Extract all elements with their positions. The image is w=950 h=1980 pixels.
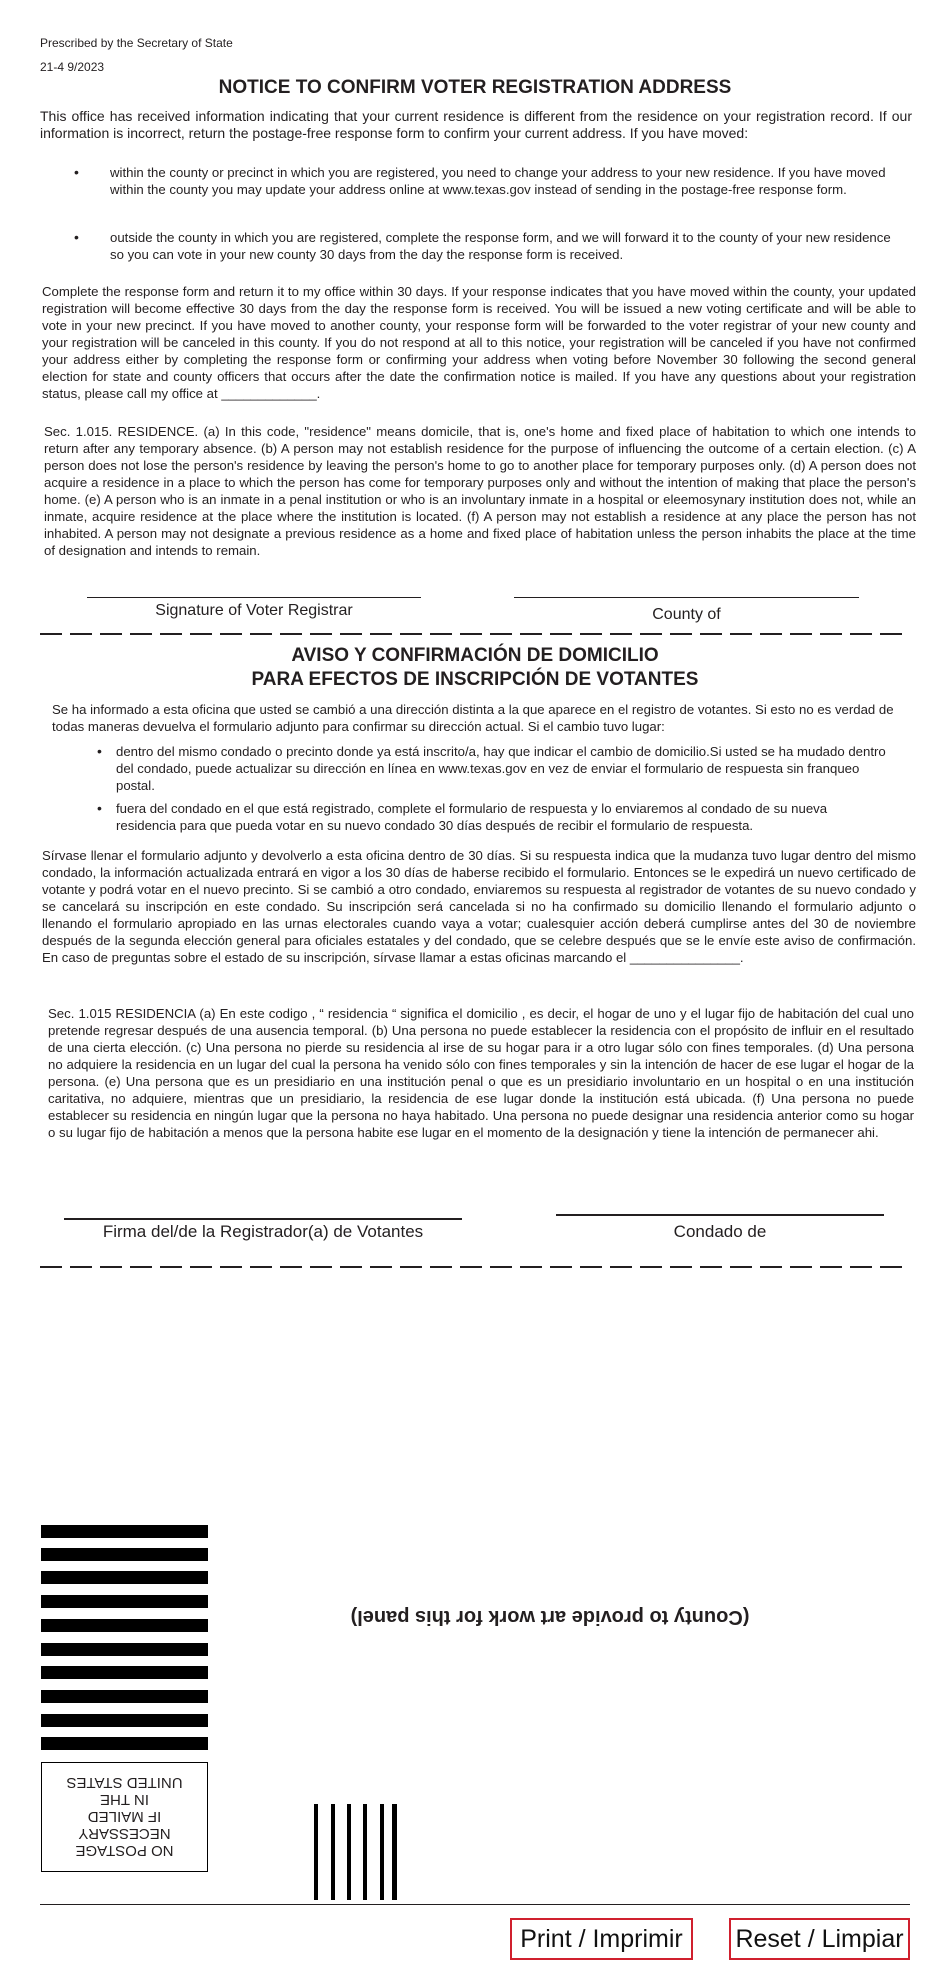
- english-intro: This office has received information indicating that your current residence is different from the residence on your registration record. If our information is incorrect, return the postage-free response form to confirm your current address. If you have moved:: [40, 108, 912, 141]
- fim-bar: [41, 1643, 208, 1656]
- english-statute: Sec. 1.015. RESIDENCE. (a) In this code, "residence" means domicile, that is, one's home and fixed place of habitation to which one intends to return after any temporary absence. (b) A person may not establish residence for the purpose of influencing the outcome of a certain election. (c) A person does not lose the person's residence by leaving the person's home to go to another place for temporary purposes only. (d) A person does not acquire a residence in a place to which the person has come for temporary purposes only and without the intention of making that place the person's home. (e) A person who is an inmate in a penal institution or who is an involuntary inmate in a hospital or eleemosynary institution does not, while an inmate, acquire residence at the place where the institution is located. (f) A person may not establish a residence at any place the person has not inhabited. A person may not designate a previous residence as a home and fixed place of habitation unless the person inhabits the place at the time of designation and intends to remain.: [44, 424, 916, 558]
- postage-line: NO POSTAGE: [75, 1842, 174, 1860]
- bottom-rule: [40, 1904, 910, 1905]
- fim-bar: [41, 1714, 208, 1727]
- fim-bar: [41, 1737, 208, 1750]
- fim-bar: [41, 1690, 208, 1703]
- english-paragraph: Complete the response form and return it to my office within 30 days. If your response indicates that you have moved within the county, your updated registration will become effective 30 days from the day the response form is received. You will be issued a new voting certificate and will be able to vote in your new precinct. If you have moved to another county, your response form will be forwarded to the voter registrar of your new county and your registration will be canceled in this county. If you do not respond at all to this notice, your registration will be canceled if you have not confirmed your address either by completing the response form or confirming your address when voting before November 30 following the second general election for state and county officers that occurs after the date the confirmation notice is mailed. If you have any questions about your registration status, please call my office at _____________.: [42, 284, 916, 401]
- spanish-paragraph: Sírvase llenar el formulario adjunto y devolverlo a esta oficina dentro de 30 días. Si su respuesta indica que la mudanza tuvo lugar dentro del mismo condado, la información actualizada entrará en vigor a los 30 días de haberse recibido el formulario. Entonces se le expedirá un nuevo certificado de votante y podrá votar en el nuevo precinto. Si se cambió a otro condado, enviaremos su respuesta al registrador de votantes de su nuevo condado y se cancelará su inscripción en este condado. Su inscripción será cancelada si no ha confirmado su domicilio llenando el formulario adjunto o llenando el formulario apropiado en las urnas electorales cuando vaya a votar; cualesquier acción deberá cumplirse antes del 30 de noviembre después de la segunda elección general para oficiales estatales y del condado, que se celebre después que se le envíe este aviso de confirmación. En caso de preguntas sobre el estado de su inscripción, sírvase llamar a estas oficinas marcando el _______________.: [42, 848, 916, 965]
- bullet-dot: •: [97, 800, 102, 816]
- fim-bar: [41, 1666, 208, 1679]
- county-line: [514, 597, 859, 598]
- barcode-gap: [318, 1804, 320, 1900]
- fim-bar: [41, 1525, 208, 1538]
- tear-line: [40, 1266, 910, 1268]
- fim-bar: [41, 1619, 208, 1632]
- postage-line: IF MAILED: [87, 1808, 162, 1826]
- no-postage-box: [41, 1762, 208, 1872]
- spanish-bullet-2: fuera del condado en el que está registrado, complete el formulario de respuesta y lo enviaremos al condado de su nueva residencia para que pueda votar en su nuevo condado 30 días después de recibir el formulario de respuesta.: [116, 801, 828, 833]
- english-title: NOTICE TO CONFIRM VOTER REGISTRATION ADDRESS: [218, 77, 732, 98]
- print-button[interactable]: Print / Imprimir: [510, 1918, 693, 1960]
- spanish-intro: Se ha informado a esta oficina que usted se cambió a una dirección distinta a la que aparece en el registro de votantes. Si esto no es verdad de todas maneras devuelva el formulario adjunto para confirmar su dirección actual. Si el cambio tuvo lugar:: [52, 702, 894, 734]
- bullet-dot: •: [74, 229, 79, 245]
- form-number: 21-4 9/2023: [40, 60, 105, 74]
- signature-line: [87, 597, 421, 598]
- fim-bar: [41, 1571, 208, 1584]
- english-bullet-2: outside the county in which you are registered, complete the response form, and we will forward it to the county of your new residence so you can vote in your new county 30 days from the day the response form is received.: [110, 230, 891, 262]
- condado-line: [556, 1214, 884, 1216]
- county-label: County of: [652, 606, 721, 623]
- firma-line: [64, 1218, 462, 1220]
- spanish-bullet-1: dentro del mismo condado o precinto donde ya está inscrito/a, hay que indicar el cambio de domicilio.Si usted se ha mudado dentro del condado, puede actualizar su dirección en línea en www.texas.gov en vez de enviar el formulario de respuesta sin franqueo postal.: [116, 744, 886, 793]
- bullet-dot: •: [97, 743, 102, 759]
- reset-button[interactable]: Reset / Limpiar: [729, 1918, 910, 1960]
- barcode-gap: [384, 1804, 386, 1900]
- english-bullet-1: within the county or precinct in which you are registered, you need to change your address to your new residence. If you have moved within the county you may update your address online at www.texas.gov instead of sending in the postage-free response form.: [110, 165, 886, 197]
- bullet-dot: •: [74, 164, 79, 180]
- spanish-title-line1: AVISO Y CONFIRMACIÓN DE DOMICILIO: [291, 645, 659, 666]
- firma-label: Firma del/de la Registrador(a) de Votantes: [102, 1222, 424, 1241]
- fim-bar: [41, 1548, 208, 1561]
- postage-line: UNITED STATES: [66, 1774, 183, 1792]
- barcode-gap: [335, 1804, 337, 1900]
- panel-art-note: (County to provide art work for this panel): [350, 1606, 750, 1628]
- spanish-statute: Sec. 1.015 RESIDENCIA (a) En este codigo , “ residencia “ significa el domicilio , es decir, el hogar de uno y el lugar fijo de habitación del cual uno pretende regresar después de una ausencia temporal. (b) Una persona no puede establecer la residencia con el propósito de influir en el resultado de una cierta elección. (c) Una persona no pierde su residencia al irse de su hogar para ir a otro lugar sólo con fines temporales. (d) Una persona no adquiere la residencia en un lugar del cual la persona ha venido sólo con fines temporales y sin la intención de hacer de ese lugar el hogar de la persona. (e) Una persona que es un presidiario en una institución penal o que es un presidiario involuntario en un hospital o en una institución caritativa, no adquiere, mientras que un presidiario, la residencia de ese lugar donde la institución está ubicada. (f) Una persona no puede establecer su residencia en ningún lugar que la persona no haya habitado. Una persona no puede designar una residencia anterior como su hogar o su lugar fijo de habitación a menos que la persona habite ese lugar en el momento de la designación y tiene la intención de permanecer ahi.: [48, 1006, 914, 1140]
- tear-line: [40, 633, 910, 635]
- postage-line: NECESSARY: [78, 1825, 171, 1843]
- barcode-bar: [392, 1804, 397, 1900]
- fim-bar: [41, 1595, 208, 1608]
- condado-label: Condado de: [673, 1222, 767, 1241]
- postage-line: IN THE: [100, 1791, 149, 1809]
- barcode-gap: [351, 1804, 353, 1900]
- spanish-title-line2: PARA EFECTOS DE INSCRIPCIÓN DE VOTANTES: [251, 669, 699, 690]
- signature-label: Signature of Voter Registrar: [155, 602, 353, 619]
- prescribed-note: Prescribed by the Secretary of State: [40, 36, 233, 50]
- barcode-gap: [367, 1804, 369, 1900]
